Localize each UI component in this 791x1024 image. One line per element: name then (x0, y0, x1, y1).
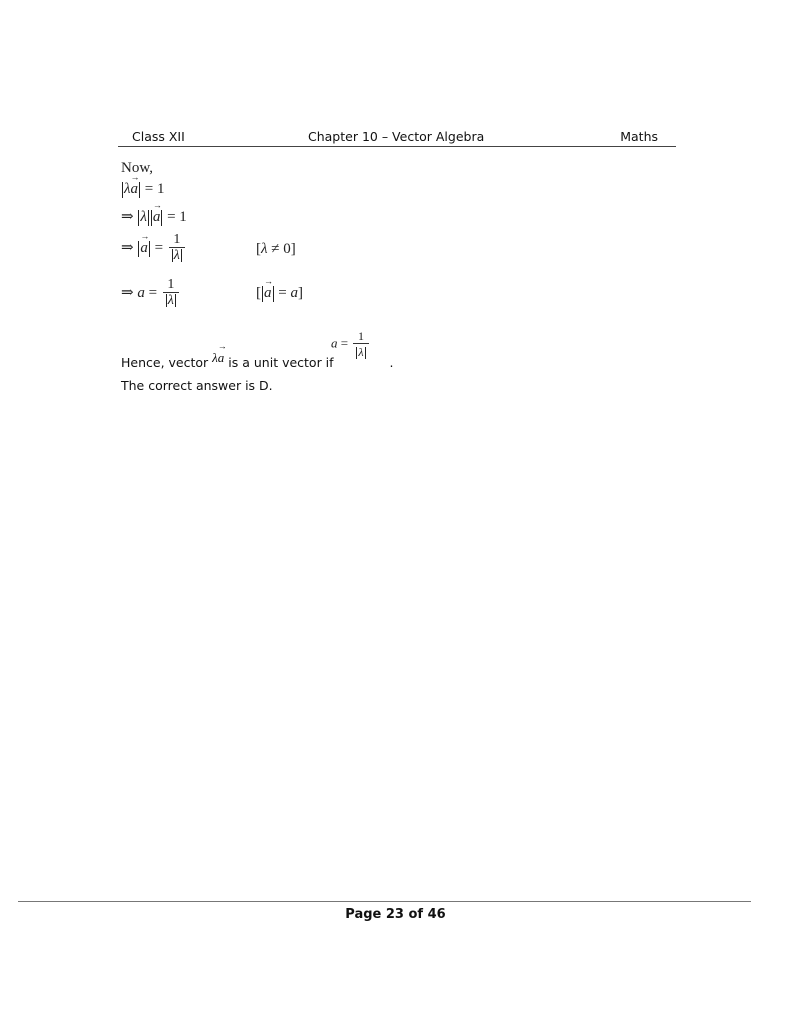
unit-condition-formula: a = $\frac{1}{\lambda}$ (331, 329, 369, 360)
condition-note-2: [ → a = a] (256, 285, 303, 302)
header-subject: Maths (620, 129, 658, 144)
condition-note-1: [λ ≠ 0] (256, 241, 296, 257)
header-chapter: Chapter 10 – Vector Algebra (308, 129, 485, 144)
conclusion-middle: is a unit vector if (228, 355, 334, 370)
equation-step-1: λ→ a = 1 (121, 181, 164, 198)
conclusion-vector: λ→ a (212, 350, 224, 365)
equation-step-4: ⇒ a = $\frac{1}{\lambda}$ (121, 278, 179, 309)
page-number: Page 23 of 46 (345, 907, 446, 922)
equation-step-2: ⇒ λ → a = 1 (121, 207, 187, 226)
conclusion-sentence (121, 350, 394, 371)
header-class: Class XII (132, 129, 185, 144)
conclusion-prefix: Hence, vector (121, 355, 209, 370)
answer-text: The correct answer is D. (121, 378, 273, 393)
equation-step-3: ⇒ → a = $\frac{1}{\lambda}$ (121, 233, 185, 264)
footer-divider (18, 901, 751, 902)
intro-text: Now, (121, 160, 153, 176)
conclusion-suffix: . (389, 355, 394, 370)
page-header (118, 129, 676, 147)
